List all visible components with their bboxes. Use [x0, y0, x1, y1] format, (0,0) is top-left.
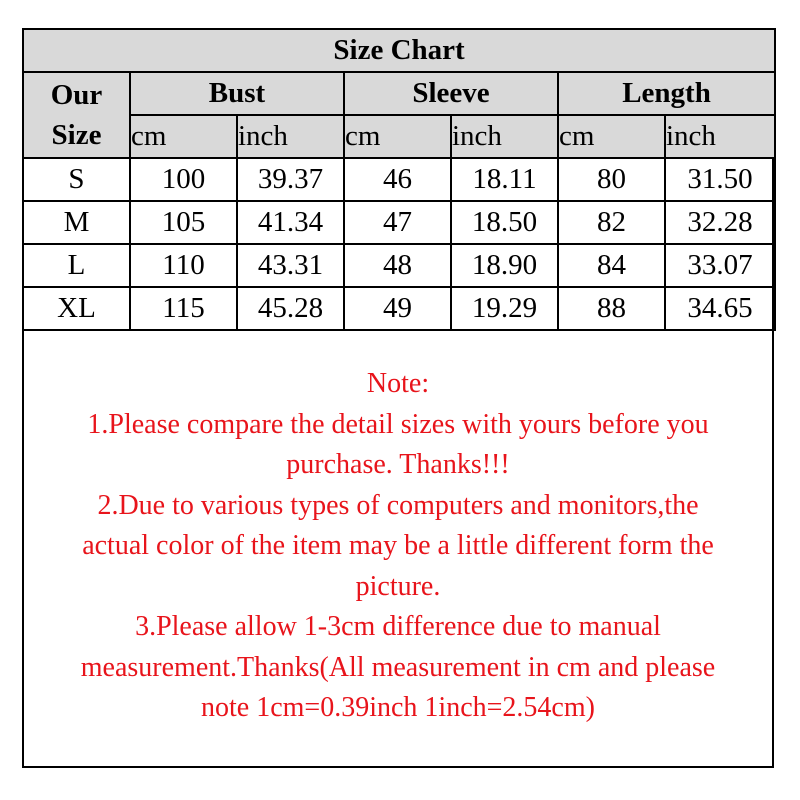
value-cell: 45.28	[237, 287, 344, 330]
value-cell: 34.65	[665, 287, 775, 330]
value-cell: 46	[344, 158, 451, 201]
table-row	[23, 287, 775, 330]
value-cell: 19.29	[451, 287, 558, 330]
value-cell: 32.28	[665, 201, 775, 244]
table-row	[23, 244, 775, 287]
unit-cell: inch	[237, 115, 344, 158]
value-cell: 18.90	[451, 244, 558, 287]
size-cell: S	[23, 158, 130, 201]
value-cell: 47	[344, 201, 451, 244]
value-cell: 49	[344, 287, 451, 330]
unit-cell: inch	[665, 115, 775, 158]
note-block	[22, 364, 774, 729]
bust-header: Bust	[130, 72, 344, 115]
our-size-header	[23, 72, 130, 158]
our-size-line-2: Size	[51, 119, 102, 151]
table-title: Size Chart	[23, 29, 775, 72]
note-line: 2.Due to various types of computers and monitors,the	[97, 489, 699, 521]
value-cell: 88	[558, 287, 665, 330]
value-cell: 84	[558, 244, 665, 287]
note-line: picture.	[355, 570, 441, 602]
table-row	[23, 158, 775, 201]
value-cell: 48	[344, 244, 451, 287]
value-cell: 110	[130, 244, 237, 287]
unit-cell: inch	[451, 115, 558, 158]
size-cell: M	[23, 201, 130, 244]
unit-cell: cm	[130, 115, 237, 158]
value-cell: 18.11	[451, 158, 558, 201]
value-cell: 100	[130, 158, 237, 201]
table-row	[23, 201, 775, 244]
value-cell: 115	[130, 287, 237, 330]
note-line: 3.Please allow 1-3cm difference due to manual	[135, 611, 661, 642]
value-cell: 31.50	[665, 158, 775, 201]
note-line: note 1cm=0.39inch 1inch=2.54cm)	[201, 692, 595, 723]
unit-cell: cm	[558, 115, 665, 158]
size-cell: L	[23, 244, 130, 287]
note-line: measurement.Thanks(All measurement in cm and please	[80, 651, 716, 683]
value-cell: 105	[130, 201, 237, 244]
value-cell: 41.34	[237, 201, 344, 244]
note-line: actual color of the item may be a little different form the	[82, 530, 714, 561]
size-cell: XL	[23, 287, 130, 330]
value-cell: 18.50	[451, 201, 558, 244]
our-size-line-1: Our	[50, 79, 103, 111]
note-line: 1.Please compare the detail sizes with yours before you	[87, 408, 709, 440]
size-chart-table	[22, 28, 776, 331]
value-cell: 33.07	[665, 244, 775, 287]
note-heading: Note:	[366, 368, 430, 399]
value-cell: 82	[558, 201, 665, 244]
value-cell: 43.31	[237, 244, 344, 287]
value-cell: 80	[558, 158, 665, 201]
length-header: Length	[558, 72, 775, 115]
value-cell: 39.37	[237, 158, 344, 201]
unit-cell: cm	[344, 115, 451, 158]
sleeve-header: Sleeve	[344, 72, 558, 115]
note-line: purchase. Thanks!!!	[286, 449, 510, 480]
